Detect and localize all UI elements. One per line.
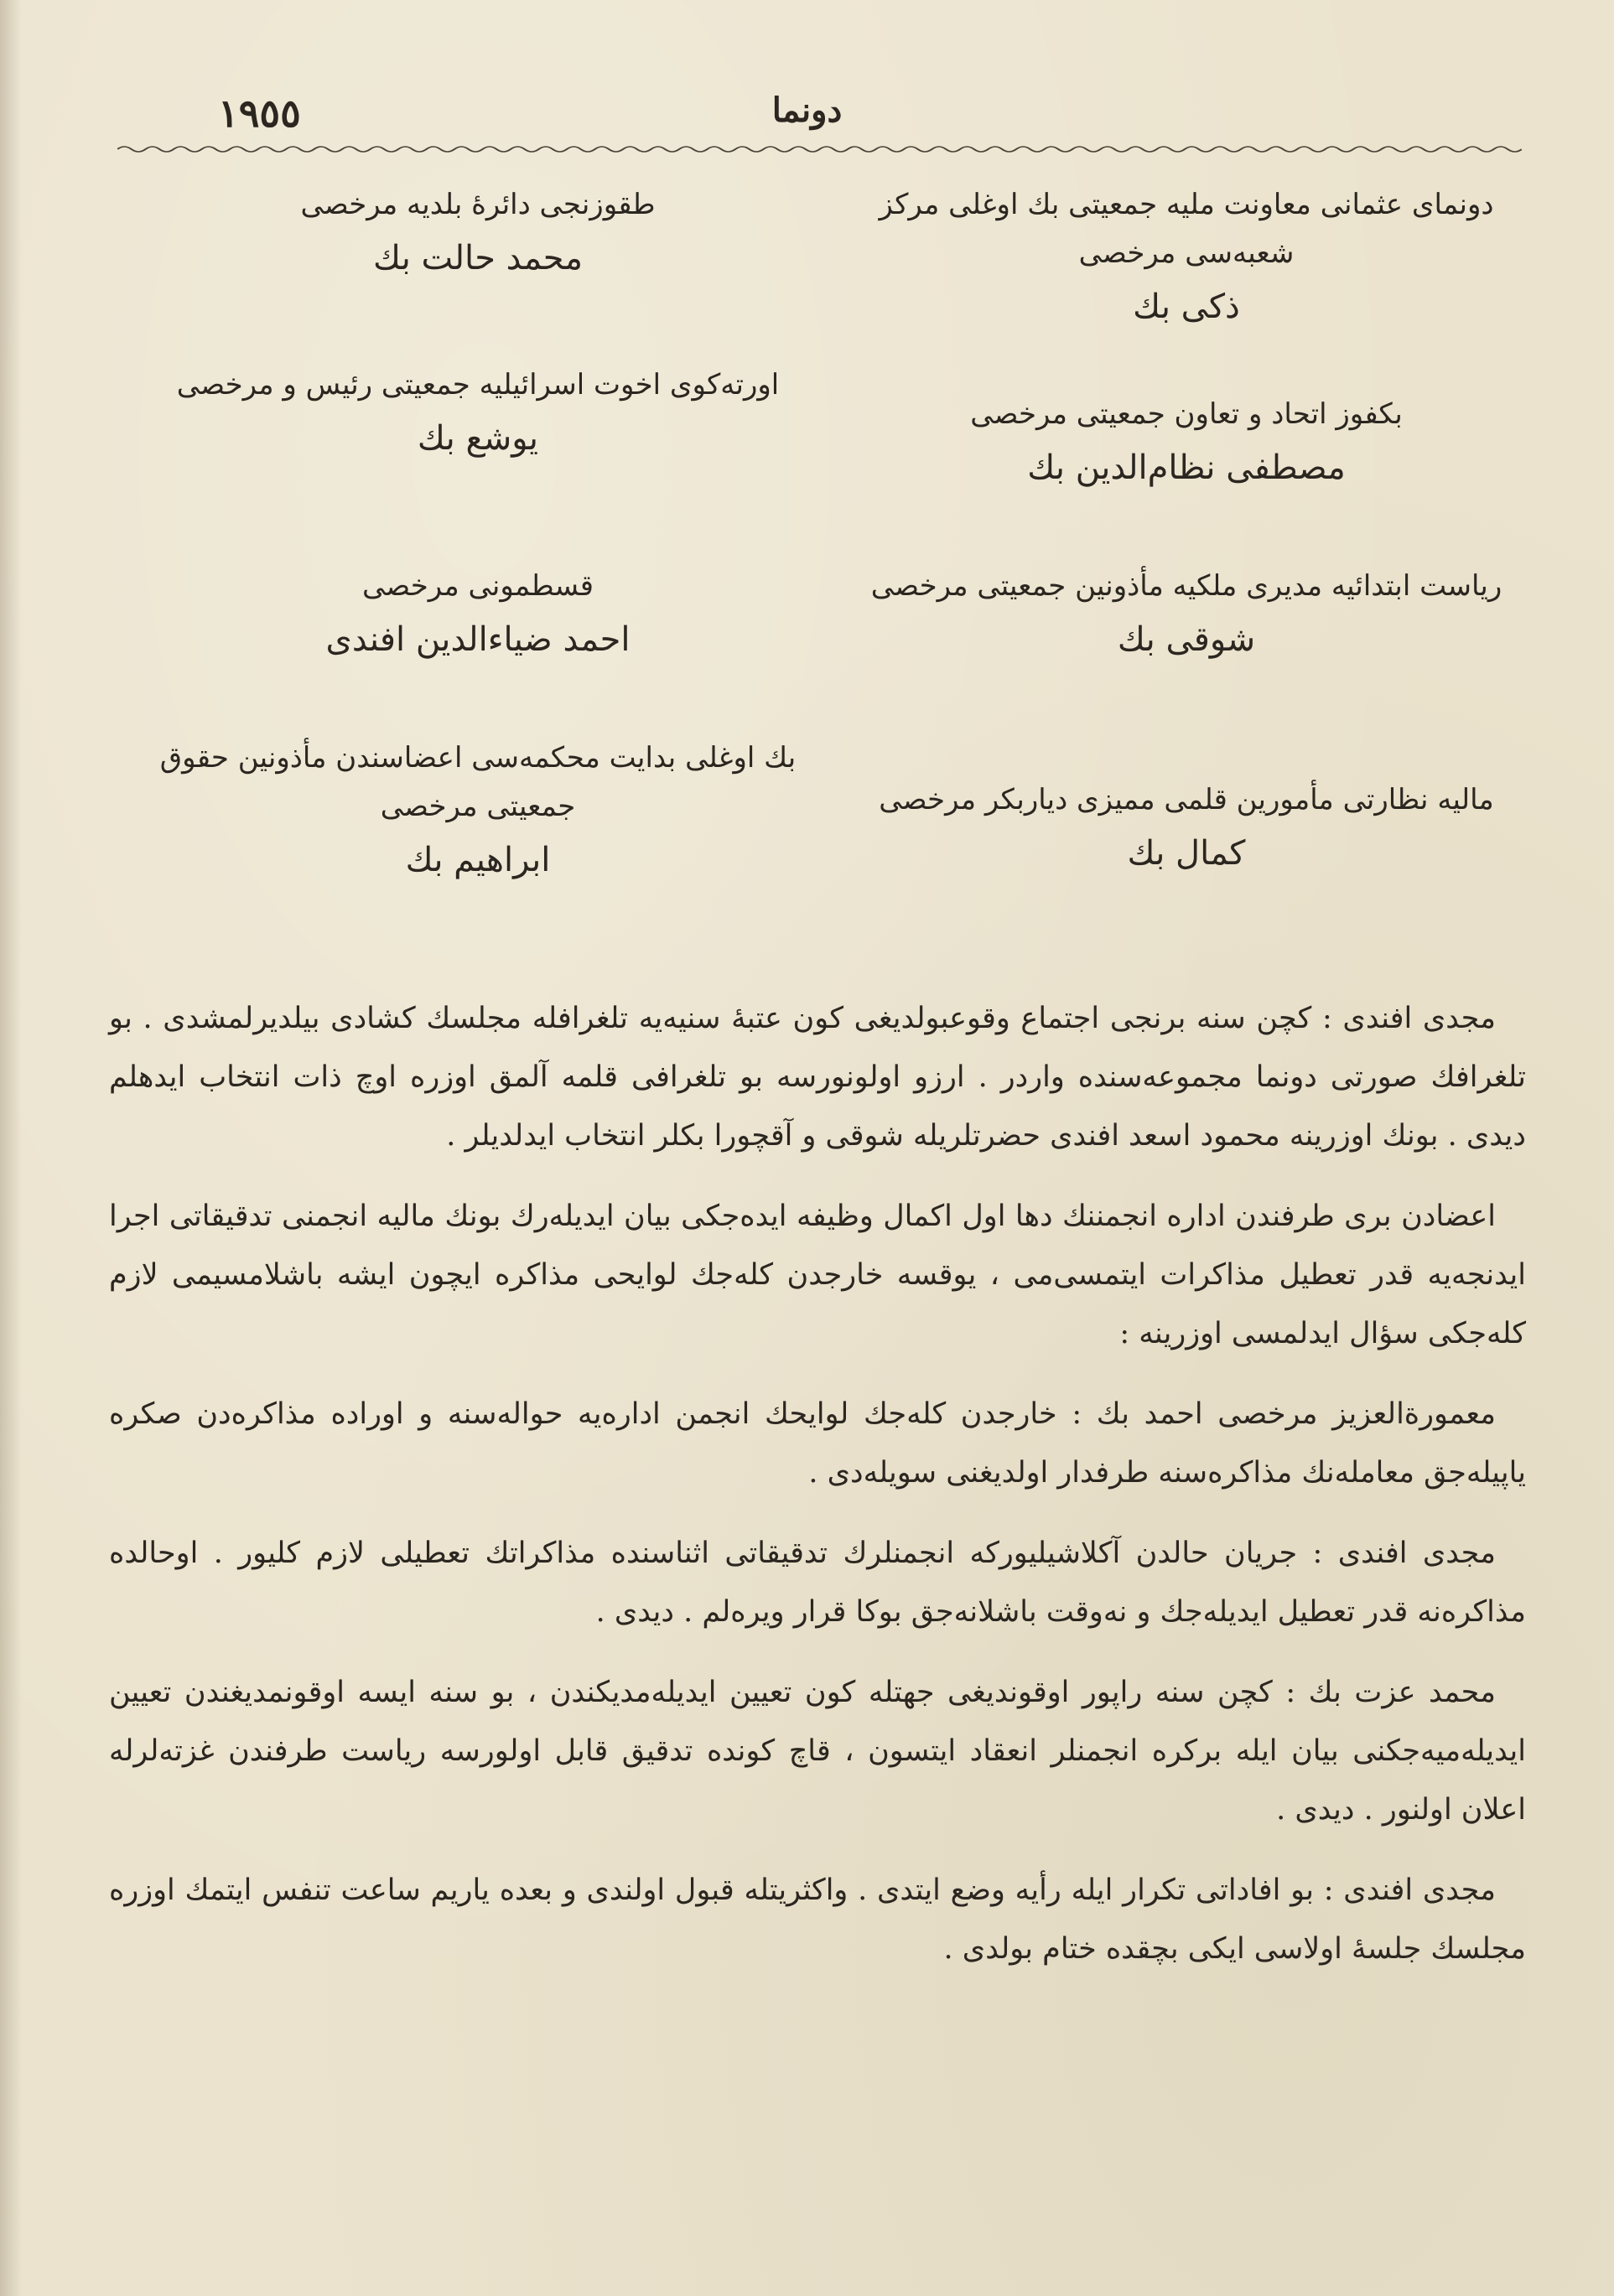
delegate-name: مصطفی نظام‌الدین بك [1027,448,1346,487]
delegate-organization: مالیه نظارتی مأمورین قلمی ممیزی دیاربکر مرخصی [879,783,1494,816]
journal-name: دونما [771,91,843,130]
page-header [126,84,1488,151]
page-edge-shadow [0,0,22,2296]
minutes-paragraph: مجدی افندی : کچن سنه برنجی اجتماع وقوعبولدیغی کون عتبهٔ سنیه‌یه تلغرافله مجلسك کشادی بیلدیرلمشدی . بو تلغرافك صورتی دونما مجموعه‌سنده واردر . ارزو اولونورسه بو تلغرافی قلمه آلمق اوزره اوچ ذات انتخاب ایدهلم دیدی . بونك اوزرینه محمود اسعد افندی حضرتلریله شوقی و آقچورا بکلر انتخاب ایدلدیلر . [109,1002,1526,1153]
delegate-list [126,180,1539,918]
delegate-organization: دونمای عثمانی معاونت ملیه جمعیتی بك اوغلی مرکز شعبه‌سی مرخصی [879,188,1494,270]
delegate-organization: بکفوز اتحاد و تعاون جمعیتی مرخصی [970,397,1403,431]
delegate-name: شوقی بك [1117,620,1256,659]
header-rule [117,144,1522,154]
page-number: ١٩٥٥ [218,91,301,136]
delegate-name: ابراهیم بك [405,841,551,879]
delegate-name: احمد ضیاءالدین افندی [325,620,631,659]
delegate-entry [126,360,830,464]
meeting-minutes [109,989,1526,2000]
delegate-entry [126,733,830,886]
delegate-entry [834,775,1539,879]
delegate-organization: بك اوغلی بدایت محکمه‌سی اعضاسندن مأذونین حقوق جمعیتی مرخصی [159,741,797,823]
minutes-paragraph: مجدی افندی : جریان حالدن آکلاشیلیورکه انجمنلرك تدقیقاتی اثناسنده مذاکراتك تعطیلی لازم کلیور . اوحالده مذاکره‌نه قدر تعطیل ایدیله‌جك و نه‌وقت باشلانه‌جق بوکا قرار ویره‌لم . دیدی . [109,1537,1526,1629]
delegate-organization: طقوزنجی دائرهٔ بلدیه مرخصی [300,188,656,221]
delegate-entry [834,562,1539,666]
delegate-name: ذکی بك [1133,288,1240,326]
delegate-entry [126,180,830,284]
delegate-entry [834,390,1539,494]
delegate-name: محمد حالت بك [372,239,584,277]
delegate-organization: اورته‌کوی اخوت اسرائیلیه جمعیتی رئیس و مرخصی [176,368,780,402]
delegate-name: یوشع بك [417,419,539,458]
delegate-name: کمال بك [1127,834,1246,873]
minutes-paragraph: محمد عزت بك : کچن سنه راپور اوقوندیغی جهتله کون تعیین ایدیله‌مدیکندن ، بو سنه ایسه اوقونمدیغندن تعیین ایدیله‌میه‌جکنی بیان ایله برکره انجمنلر انعقاد ایتسون ، قاچ کونده تدقیق قابل اولورسه ریاست طرفندن غزته‌لرله اعلان اولنور . دیدی . [109,1676,1526,1827]
delegate-organization: ریاست ابتدائیه مدیری ملکیه مأذونین جمعیتی مرخصی [870,569,1502,603]
delegate-entry [126,562,830,666]
minutes-paragraph: مجدی افندی : بو افاداتی تکرار ایله رأیه وضع ایتدی . واکثریتله قبول اولندی و بعده یاریم ساعت تنفس ایتمك اوزره مجلسك جلسهٔ اولاسی ایکی بچقده ختام بولدی . [109,1874,1526,1966]
minutes-paragraph: معمورة‌العزیز مرخصی احمد بك : خارجدن کله‌جك لوایحك انجمن اداره‌یه حواله‌سنه و اوراده مذاکره‌دن صکره یاپیله‌جق معامله‌نك مذاکره‌سنه طرفدار اولدیغنی سویله‌دی . [109,1397,1526,1490]
minutes-paragraph: اعضادن بری طرفندن اداره انجمننك دها اول اکمال وظیفه ایده‌جکی بیان ایدیله‌رك بونك مالیه انجمنی تدقیقاتی اجرا ایدنجه‌یه قدر تعطیل مذاکرات ایتمسی‌می ، یوقسه خارجدن کله‌جك لوایحی مذاکره ایچون ایشه باشلامسیمی لازم کله‌جکی سؤال ایدلمسی اوزرینه : [109,1200,1526,1350]
wavy-rule [117,144,1522,154]
delegate-entry [834,180,1539,333]
delegate-organization: قسطمونی مرخصی [361,569,594,603]
